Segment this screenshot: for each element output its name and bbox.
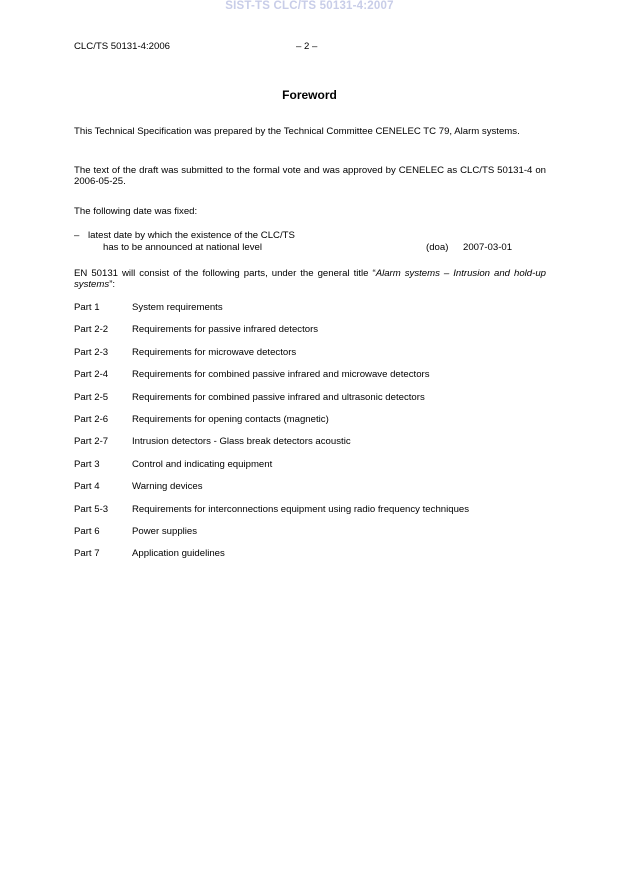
part-number: Part 4 (74, 481, 100, 493)
part-number: Part 3 (74, 458, 100, 470)
part-title: Requirements for combined passive infrared and ultrasonic detectors (132, 391, 425, 403)
fixed-date-value: 2007-03-01 (463, 241, 513, 253)
parts-intro (74, 268, 546, 291)
part-title: Warning devices (132, 481, 203, 493)
list-item (74, 369, 546, 391)
list-item (74, 436, 546, 458)
part-title: Intrusion detectors - Glass break detectors acoustic (132, 436, 351, 448)
paragraph-prepared-by: This Technical Specification was prepared by the Technical Committee CENELEC TC 79, Alarm systems. (74, 126, 520, 137)
list-item (74, 392, 546, 414)
part-title: Control and indicating equipment (132, 458, 273, 470)
part-number: Part 2-6 (74, 413, 109, 425)
part-title: System requirements (132, 302, 223, 313)
parts-intro-title: Alarm systems – Intrusion and hold-up systems (74, 268, 546, 291)
part-number: Part 2-7 (74, 436, 109, 448)
document-id: CLC/TS 50131-4:2006 (74, 41, 170, 52)
part-number: Part 1 (74, 302, 100, 313)
list-item (74, 526, 546, 548)
part-title: Requirements for passive infrared detectors (132, 324, 319, 336)
list-item (74, 302, 546, 324)
parts-list (74, 302, 546, 571)
paragraph-fixed-date: The following date was fixed: (74, 206, 198, 217)
part-title: Power supplies (132, 525, 198, 537)
list-item (74, 347, 546, 369)
part-number: Part 6 (74, 525, 100, 537)
part-title: Requirements for interconnections equipment using radio frequency techniques (132, 503, 470, 515)
part-title: Requirements for combined passive infrared and microwave detectors (132, 369, 430, 381)
fixed-date-line1: latest date by which the existence of the CLC/TS (88, 230, 295, 241)
part-title: Application guidelines (132, 548, 225, 560)
dash-bullet: – (74, 230, 80, 241)
part-number: Part 7 (74, 548, 100, 560)
list-item (74, 324, 546, 346)
list-item (74, 481, 546, 503)
page-title: Foreword (282, 88, 337, 102)
fixed-date-abbr: (doa) (426, 241, 449, 253)
part-title: Requirements for opening contacts (magnetic) (132, 413, 329, 425)
list-item (74, 459, 546, 481)
part-number: Part 5-3 (74, 503, 109, 515)
part-number: Part 2-2 (74, 324, 109, 336)
page-number: – 2 – (296, 41, 318, 52)
part-number: Part 2-5 (74, 391, 109, 403)
list-item (74, 548, 546, 570)
parts-intro-prefix: EN 50131 will consist of the following parts, under the general title “ (74, 268, 376, 279)
watermark: SIST-TS CLC/TS 50131-4:2007 (225, 0, 394, 12)
parts-intro-suffix: ”: (109, 279, 116, 291)
part-number: Part 2-3 (74, 346, 109, 358)
list-item (74, 414, 546, 436)
part-title: Requirements for microwave detectors (132, 346, 297, 358)
part-number: Part 2-4 (74, 369, 109, 381)
list-item (74, 504, 546, 526)
paragraph-approval: The text of the draft was submitted to the formal vote and was approved by CENELEC as CLC/TS 50131-4 on 2006-05-25. (74, 165, 546, 188)
fixed-date-line2: has to be announced at national level (103, 241, 262, 253)
